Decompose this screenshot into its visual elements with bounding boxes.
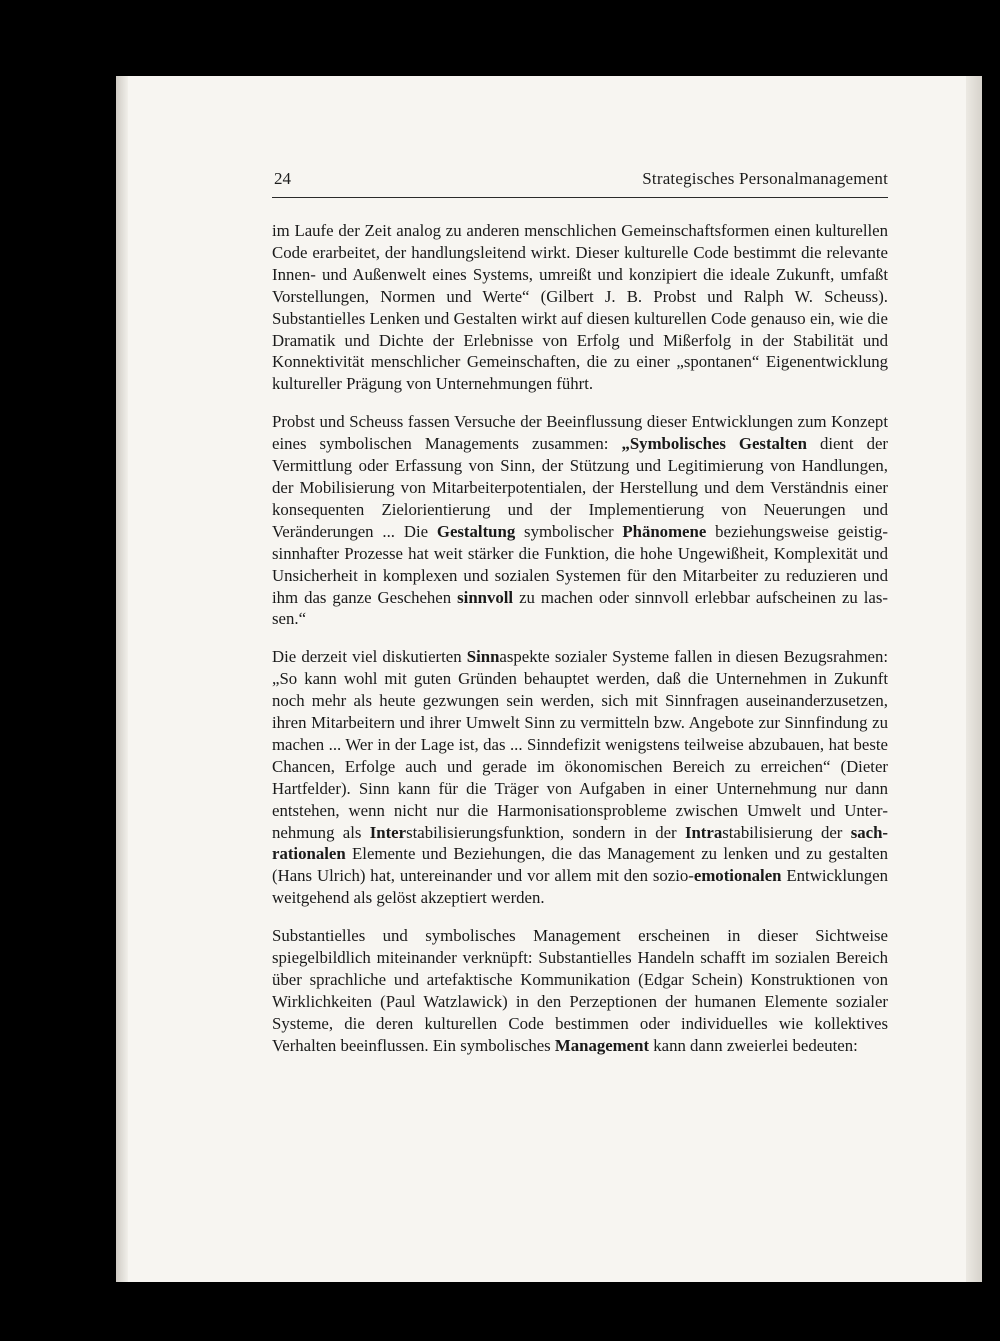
text-run: Elemente und Beziehungen, die das Management zu lenken und zu gestalten (Hans Ulrich) hat, untereinander und vor allem mit den sozio- (272, 844, 888, 886)
bold-text: Sinn (466, 647, 500, 667)
text-run: im Laufe der Zeit analog zu anderen menschlichen Gemeinschaftsformen einen kulturellen Code erarbeitet, der handlungsleitend wirkt. Dieser kulturelle Code bestimmt die relevante Innen- und Außenwelt eines Systems, umreißt und konzipiert die ideale Zukunft, umfaßt Vorstellungen, Normen und Werte“ (Gilbert J. B. Probst und Ralph W. Scheuss). Substantielles Lenken und Gestalten wirkt auf diesen kulturellen Code genauso ein, wie die Dramatik und Dichte der Erlebnisse von Erfolg und Mißerfolg in der Stabilität und Konnektivität menschlicher Gemeinschaften, die zu einer „spontanen“ Eigenentwicklung kultureller Prägung von Unternehmungen führt. (272, 221, 888, 394)
page-number: 24 (274, 169, 291, 188)
paragraph-2 (272, 411, 888, 630)
text-run: Die derzeit viel diskutierten (272, 647, 467, 667)
bold-text: Gestaltung (436, 521, 516, 541)
bold-text: sach-rationalen (272, 822, 888, 864)
text-run: Probst und Scheuss fassen Versuche der Beeinflussung dieser Entwicklungen zum Konzept eines symbolischen Managements zusammen: (272, 412, 888, 454)
text-run: dient der Vermittlung oder Erfassung von Sinn, der Stützung und Legitimierung von Handlungen, der Mobilisierung von Mitarbeiterpotentialen, der Herstellung und dem Verständnis einer konsequenten Zielorientierung und der Implementierung von Neuerungen und Veränderungen ... Die (272, 434, 889, 541)
page-header (272, 167, 888, 198)
text-run: beziehungsweise geistig-sinnhafter Prozesse hat weit stärker die Funktion, die hohe Ungewißheit, Komplexität und Unsicherheit in komplexen und sozialen Systemen für den Mitarbeiter zu reduzieren und ihm das ganze Geschehen (272, 521, 888, 607)
book-page (116, 76, 982, 1282)
bold-text: Management (554, 1035, 650, 1055)
text-run: Substantielles und symbolisches Management erscheinen in dieser Sichtweise spiegelbildlich miteinander verknüpft: Substantielles Handeln schafft im sozialen Bereich über sprachliche und artefaktische Kommunikation (Edgar Schein) Konstruktionen von Wirklichkeiten (Paul Watzlawick) in den Perzeptionen der humanen Elemente sozialer Systeme, die deren kulturellen Code bestimmen oder individuelles wie kollektives Verhalten beeinflussen. Ein symbolisches (272, 926, 888, 1055)
bold-text: sinnvoll (457, 587, 514, 607)
text-run: aspekte sozialer Systeme fallen in diesen Bezugsrahmen: „So kann wohl mit guten Gründen behauptet werden, daß die Unternehmen in Zukunft noch mehr als heute gezwungen sein werden, sich mit Sinnfragen auseinanderzusetzen, ihren Mitarbeitern und ihrer Umwelt Sinn zu vermitteln bzw. Angebote zur Sinnfindung zu machen ... Wer in der Lage ist, das ... Sinndefizit wenigstens teilweise abzubauen, hat beste Chancen, Erfolge auch und gerade im ökonomischen Bereich zu erreichen“ (Dieter Hartfelder). Sinn kann für die Träger von Aufgaben in einer Unternehmung nur dann entstehen, wenn nicht nur die Harmonisationsprobleme zwischen Umwelt und Unternehmung als (272, 647, 888, 842)
text-run: symbolischer (515, 521, 623, 541)
bold-text: „Symbolisches Gestalten (621, 434, 807, 454)
text-run: stabilisierungsfunktion, sondern in der (406, 822, 685, 842)
running-title: Strategisches Personalmanagement (642, 169, 888, 188)
paragraph-1 (272, 220, 888, 395)
bold-text: Phänomene (622, 521, 707, 541)
bold-text: emotionalen (693, 866, 782, 886)
text-run: kann dann zweierlei bedeuten: (649, 1035, 858, 1055)
text-run: zu machen oder sinnvoll erlebbar aufscheinen zu lassen.“ (272, 587, 888, 629)
text-run: Entwicklungen weitgehend als gelöst akzeptiert werden. (272, 866, 888, 908)
bold-text: Intra (684, 822, 723, 842)
paragraph-4 (272, 925, 888, 1056)
text-run: stabilisierung der (722, 822, 851, 842)
paragraph-3 (272, 646, 888, 909)
body-text (272, 220, 888, 1073)
bold-text: Inter (369, 822, 407, 842)
